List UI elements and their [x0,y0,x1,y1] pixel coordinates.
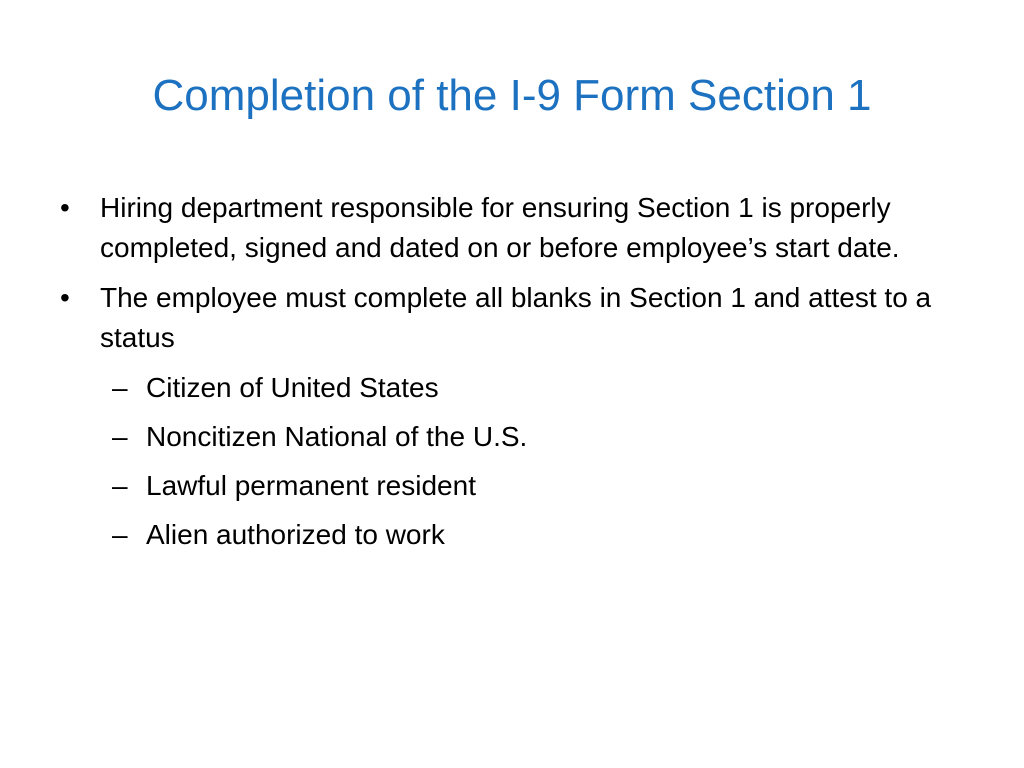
sub-bullet-noncitizen-national [58,417,978,457]
sub-bullet-alien-authorized [58,515,978,555]
slide-body [58,188,978,564]
sub-bullet-text: Noncitizen National of the U.S. [146,421,528,452]
sub-bullet-text: Citizen of United States [146,372,439,403]
bullet-text: Hiring department responsible for ensuring Section 1 is properly completed, signed and dated on or before employee’s start date. [100,192,900,263]
dash-marker: – [112,372,128,403]
bullet-item-hiring-department [58,188,978,268]
bullet-marker: • [60,192,70,223]
dash-marker: – [112,421,128,452]
bullet-marker: • [60,282,70,313]
dash-marker: – [112,519,128,550]
status-list [58,368,978,555]
sub-bullet-text: Lawful permanent resident [146,470,476,501]
sub-bullet-text: Alien authorized to work [146,519,445,550]
bullet-text: The employee must complete all blanks in Section 1 and attest to a status [100,282,932,353]
dash-marker: – [112,470,128,501]
slide-title: Completion of the I-9 Form Section 1 [152,71,872,120]
sub-bullet-citizen [58,368,978,408]
bullet-item-employee-complete [58,278,978,358]
sub-bullet-lawful-permanent-resident [58,466,978,506]
